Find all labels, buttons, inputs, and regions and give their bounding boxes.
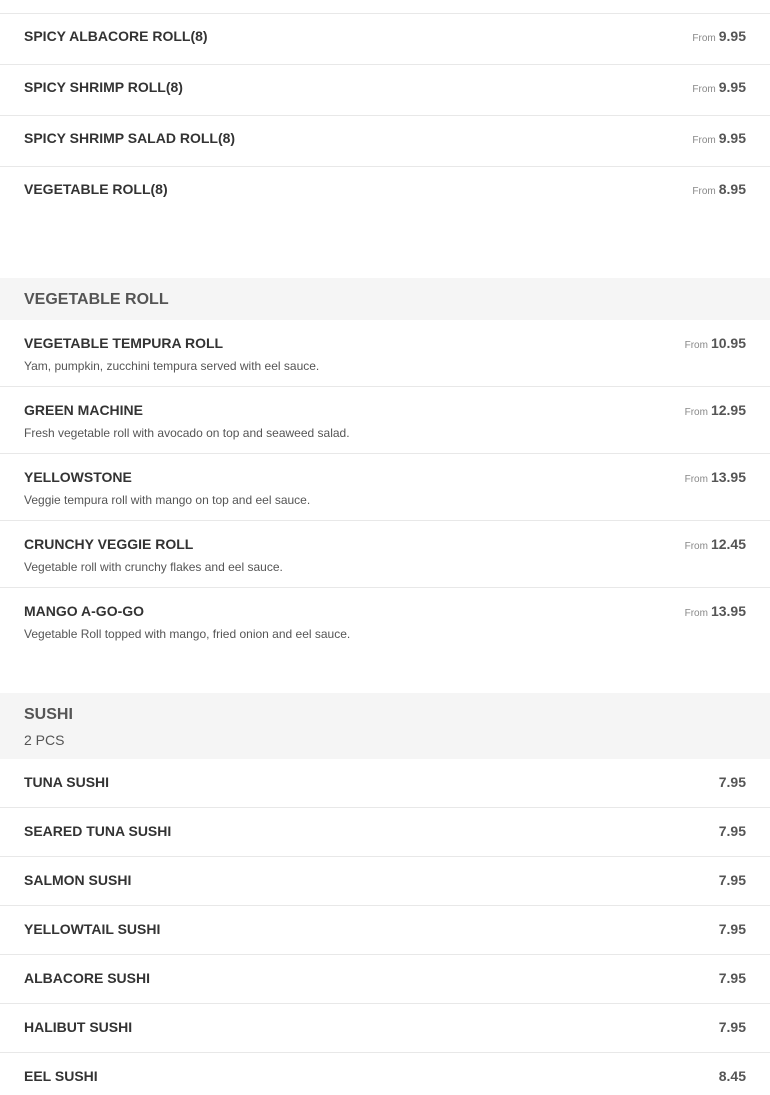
price-prefix: From [692, 33, 716, 44]
price-value: 7.95 [718, 921, 746, 937]
price-prefix: From [684, 541, 708, 552]
section-spacer [0, 218, 770, 278]
item-name: SPICY SHRIMP ROLL(8) [24, 79, 183, 95]
menu-item[interactable] [0, 588, 770, 655]
item-name: GREEN MACHINE [24, 402, 144, 418]
item-description: Veggie tempura roll with mango on top and eel sauce. [24, 493, 311, 507]
menu-item[interactable] [0, 857, 770, 906]
price-prefix: From [684, 474, 708, 485]
item-price [719, 872, 746, 890]
price-prefix: From [684, 608, 708, 619]
price-value: 8.45 [718, 1068, 746, 1084]
vegetable-roll-list [0, 320, 770, 655]
item-price [719, 970, 746, 988]
item-description: Yam, pumpkin, zucchini tempura served with eel sauce. [24, 359, 320, 373]
price-value: 9.95 [718, 130, 746, 146]
price-value: 7.95 [718, 823, 746, 839]
menu-item[interactable] [0, 1053, 770, 1095]
menu-item[interactable] [0, 1004, 770, 1053]
item-name: SALMON SUSHI [24, 872, 132, 888]
price-prefix: From [692, 135, 716, 146]
section-subtitle: 2 PCS [24, 732, 65, 748]
menu-item[interactable] [0, 65, 770, 116]
item-price [685, 469, 746, 487]
price-prefix: From [684, 340, 708, 351]
menu-item[interactable] [0, 521, 770, 588]
menu-item[interactable] [0, 906, 770, 955]
section-title: VEGETABLE ROLL [24, 291, 169, 308]
item-name: TUNA SUSHI [24, 774, 110, 790]
item-price [719, 1068, 746, 1086]
item-name: YELLOWTAIL SUSHI [24, 921, 161, 937]
item-description: Vegetable roll with crunchy flakes and eel sauce. [24, 560, 283, 574]
item-price [685, 335, 746, 353]
price-value: 13.95 [710, 469, 746, 485]
menu-item[interactable] [0, 955, 770, 1004]
item-name: YELLOWSTONE [24, 469, 132, 485]
item-name: VEGETABLE ROLL(8) [24, 181, 168, 197]
item-name: SPICY ALBACORE ROLL(8) [24, 28, 208, 44]
section-header-vegetable-roll [0, 278, 770, 320]
item-price [719, 823, 746, 841]
item-description: Vegetable Roll topped with mango, fried onion and eel sauce. [24, 627, 351, 641]
section-title: SUSHI [24, 706, 73, 723]
price-value: 13.95 [710, 603, 746, 619]
price-value: 7.95 [718, 970, 746, 986]
item-price [719, 1019, 746, 1037]
menu-item[interactable] [0, 116, 770, 167]
item-price [685, 536, 746, 554]
price-value: 9.95 [718, 28, 746, 44]
sushi-list [0, 759, 770, 1095]
item-price [685, 603, 746, 621]
menu-item[interactable] [0, 320, 770, 387]
price-prefix: From [692, 84, 716, 95]
item-name: SEARED TUNA SUSHI [24, 823, 172, 839]
item-price [719, 921, 746, 939]
price-value: 9.95 [718, 79, 746, 95]
rolls-list [0, 14, 770, 218]
top-divider [0, 0, 770, 14]
section-spacer [0, 655, 770, 693]
item-name: ALBACORE SUSHI [24, 970, 151, 986]
item-price [692, 28, 746, 46]
item-name: CRUNCHY VEGGIE ROLL [24, 536, 194, 552]
price-value: 8.95 [718, 181, 746, 197]
item-price [692, 130, 746, 148]
menu-item[interactable] [0, 454, 770, 521]
price-prefix: From [692, 186, 716, 197]
item-price [685, 402, 746, 420]
item-price [692, 181, 746, 199]
item-description: Fresh vegetable roll with avocado on top and seaweed salad. [24, 426, 350, 440]
menu-item[interactable] [0, 14, 770, 65]
price-prefix: From [684, 407, 708, 418]
item-name: HALIBUT SUSHI [24, 1019, 133, 1035]
section-header-sushi [0, 693, 770, 759]
item-name: VEGETABLE TEMPURA ROLL [24, 335, 224, 351]
price-value: 7.95 [718, 872, 746, 888]
price-value: 7.95 [718, 1019, 746, 1035]
price-value: 7.95 [718, 774, 746, 790]
menu-item[interactable] [0, 387, 770, 454]
menu-item[interactable] [0, 167, 770, 218]
item-name: SPICY SHRIMP SALAD ROLL(8) [24, 130, 236, 146]
item-name: MANGO A-GO-GO [24, 603, 145, 619]
price-value: 10.95 [710, 335, 746, 351]
item-name: EEL SUSHI [24, 1068, 98, 1084]
item-price [719, 774, 746, 792]
menu-item[interactable] [0, 759, 770, 808]
price-value: 12.45 [710, 536, 746, 552]
menu-item[interactable] [0, 808, 770, 857]
item-price [692, 79, 746, 97]
price-value: 12.95 [710, 402, 746, 418]
